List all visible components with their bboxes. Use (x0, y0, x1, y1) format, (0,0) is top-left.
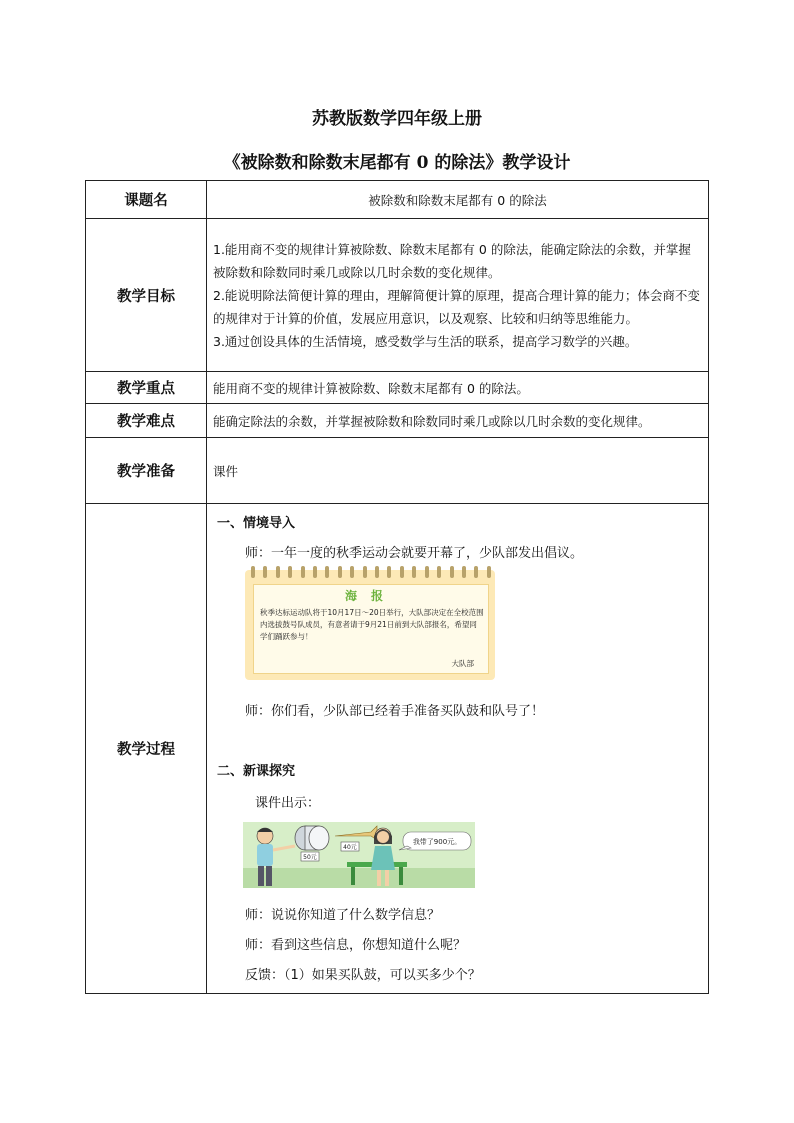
poster-rings (251, 566, 491, 578)
process-cell (207, 504, 709, 994)
section-heading-intro: 一、情境导入 (217, 516, 296, 531)
table-row-topic (86, 181, 709, 219)
goal-item: 1.能用商不变的规律计算被除数、除数末尾都有 0 的除法，能确定除法的余数，并掌握被除数和除数同时乘几或除以几时余数的变化规律。 (213, 241, 691, 280)
key-value: 能用商不变的规律计算被除数、除数末尾都有 0 的除法。 (207, 372, 709, 404)
speech-bubble-text: 我带了900元。 (412, 838, 462, 846)
teacher-line: 师：看到这些信息，你想知道什么呢？ (245, 938, 467, 953)
topic-label: 课题名 (86, 181, 207, 219)
goals-cell (207, 219, 709, 372)
table-row-process (86, 504, 709, 994)
scene-illustration (243, 822, 475, 888)
teacher-line: 师：一年一度的秋季运动会就要开幕了，少队部发出倡议。 (245, 546, 584, 561)
doc-title-line2: 《被除数和除数末尾都有 0 的除法》教学设计 (223, 153, 571, 173)
poster-body: 秋季达标运动队将于10月17日～20日举行，大队部决定在全校范围内选拔鼓号队成员，有意者请于9月21日前到大队部报名，希望同学们踊跃参与！ (260, 608, 484, 641)
lesson-plan-table (85, 180, 709, 994)
prep-value: 课件 (207, 438, 709, 504)
process-label: 教学过程 (86, 504, 207, 994)
drum-price-tag: 50元 (303, 854, 317, 861)
classroom-scene-image (243, 822, 475, 888)
topic-value: 被除数和除数末尾都有 0 的除法 (207, 181, 709, 219)
teacher-line: 师：说说你知道了什么数学信息？ (245, 908, 441, 923)
prep-label: 教学准备 (86, 438, 207, 504)
courseware-line: 课件出示： (255, 796, 321, 811)
feedback-line: 反馈：（1）如果买队鼓，可以买多少个？ (245, 968, 481, 983)
table-row-key (86, 372, 709, 404)
difficulty-label: 教学难点 (86, 404, 207, 438)
table-row-difficulty (86, 404, 709, 438)
horn-price-tag: 40元 (343, 844, 357, 851)
teacher-line: 师：你们看，少队部已经着手准备买队鼓和队号了！ (245, 704, 545, 719)
table-row-goals (86, 219, 709, 372)
section-heading-explore: 二、新课探究 (217, 764, 296, 779)
table-row-prep (86, 438, 709, 504)
poster-image (245, 570, 495, 680)
poster-sign: 大队部 (451, 659, 474, 668)
goal-item: 2.能说明除法简便计算的理由，理解简便计算的原理，提高合理计算的能力；体会商不变的规律对于计算的价值，发展应用意识，以及观察、比较和归纳等思维能力。 (213, 287, 700, 326)
goal-item: 3.通过创设具体的生活情境，感受数学与生活的联系，提高学习数学的兴趣。 (213, 333, 638, 349)
key-label: 教学重点 (86, 372, 207, 404)
doc-title-line1: 苏教版数学四年级上册 (312, 109, 482, 129)
poster-title: 海报 (344, 589, 397, 603)
goals-label: 教学目标 (86, 219, 207, 372)
difficulty-value: 能确定除法的余数，并掌握被除数和除数同时乘几或除以几时余数的变化规律。 (207, 404, 709, 438)
